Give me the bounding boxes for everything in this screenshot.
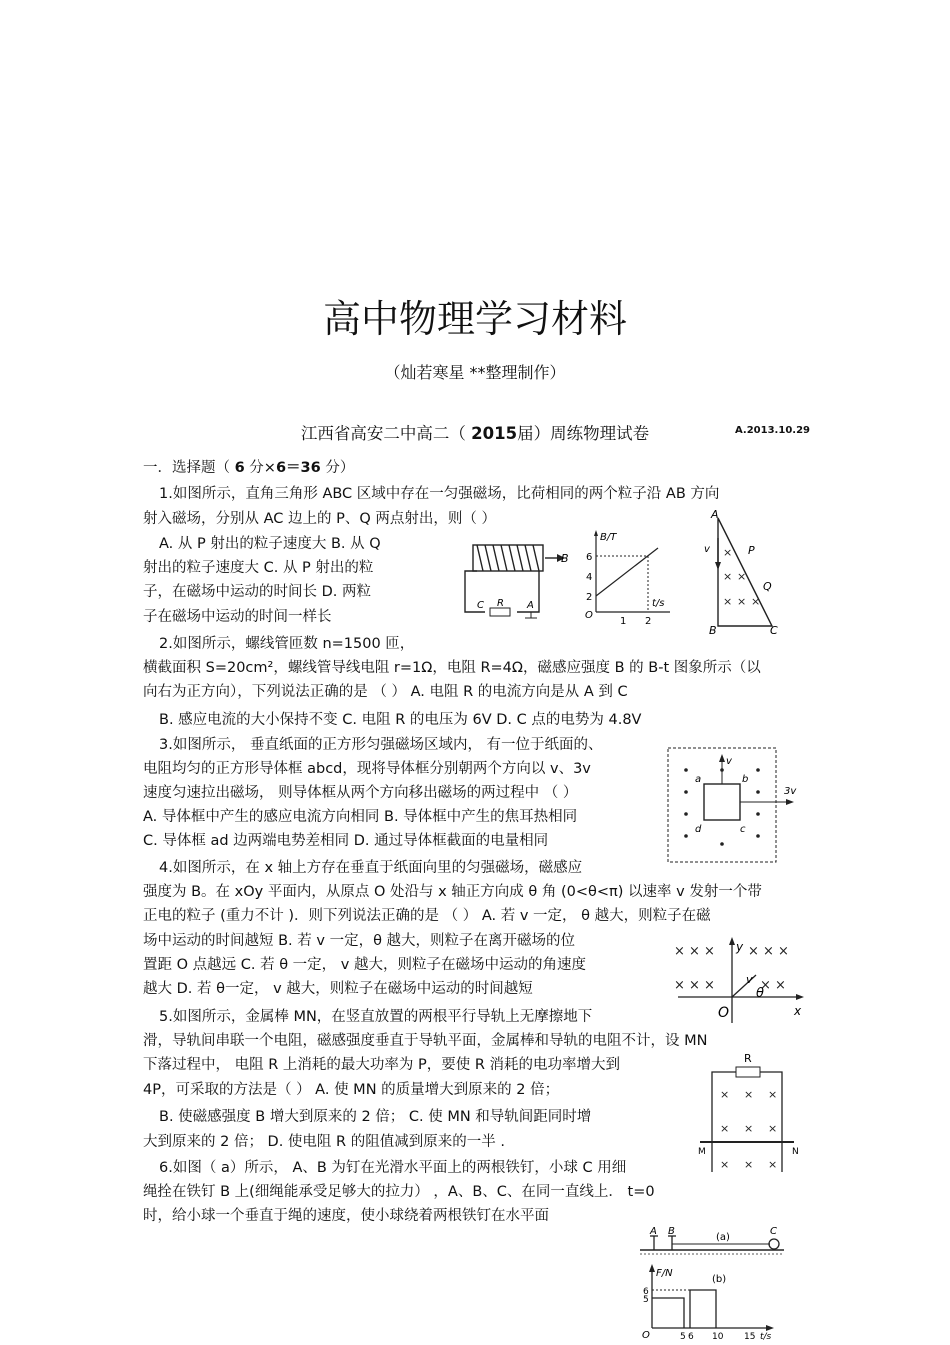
svg-text:×: × xyxy=(744,1122,754,1135)
svg-text:×: × xyxy=(737,570,747,583)
text-line: 2.如图所示，螺线管匝数 n=1500 匝， xyxy=(159,636,415,652)
svg-text:× ×: × × xyxy=(760,978,786,993)
text-line: 置距 O 点越远 C. 若 θ 一定， v 越大，则粒子在磁场中运动的角速度 xyxy=(143,957,586,973)
svg-text:4: 4 xyxy=(586,572,593,583)
svg-text:×: × xyxy=(720,1122,730,1135)
text-line: 大到原来的 2 倍； D. 使电阻 R 的阻值减到原来的一半 . xyxy=(143,1134,505,1150)
figure-solenoid-circuit xyxy=(455,540,575,622)
figure-triangle-field xyxy=(700,508,790,638)
svg-text:C: C xyxy=(770,624,778,637)
svg-text:c: c xyxy=(740,824,746,835)
text-line: 子在磁场中运动的时间一样长 xyxy=(143,609,332,625)
text-line: A. 导体框中产生的感应电流方向相同 B. 导体框中产生的焦耳热相同 xyxy=(143,809,578,825)
svg-text:×: × xyxy=(768,1158,778,1171)
svg-text:v: v xyxy=(746,973,753,986)
text-line: 5.如图所示，金属棒 MN，在竖直放置的两根平行导轨上无摩擦地下 xyxy=(159,1009,593,1025)
svg-text:t/s: t/s xyxy=(760,1332,772,1342)
svg-text:A: A xyxy=(527,600,534,611)
svg-text:B: B xyxy=(668,1226,675,1237)
text-line: 时，给小球一个垂直于绳的速度，使小球绕着两根铁钉在水平面 xyxy=(143,1208,549,1224)
svg-text:×: × xyxy=(737,595,747,608)
svg-text:5: 5 xyxy=(643,1295,649,1305)
svg-text:× × ×: × × × xyxy=(674,944,715,959)
svg-text:×: × xyxy=(723,570,733,583)
svg-text:10: 10 xyxy=(712,1332,724,1342)
svg-text:Q: Q xyxy=(763,580,772,593)
text-line: 滑，导轨间串联一个电阻，磁感强度垂直于导轨平面，金属棒和导轨的电阻不计，设 MN xyxy=(143,1033,708,1049)
axis-label-ts: t/s xyxy=(652,598,665,609)
text-line: 绳拴在铁钉 B 上(细绳能承受足够大的拉力） ，A、B、C、在同一直线上． t=0 xyxy=(143,1184,655,1200)
axis-label-bt: B/T xyxy=(600,532,617,543)
svg-text:P: P xyxy=(748,544,755,557)
text-line: 电阻均匀的正方形导体框 abcd，现将导体框分别朝两个方向以 v、3v xyxy=(143,761,591,777)
text-line: 射出的粒子速度大 C. 从 P 射出的粒 xyxy=(143,560,374,576)
svg-text:× × ×: × × × xyxy=(674,978,715,993)
text-line: C. 导体框 ad 边两端电势差相同 D. 通过导体框截面的电量相同 xyxy=(143,833,549,849)
svg-text:×: × xyxy=(720,1158,730,1171)
svg-text:R: R xyxy=(497,598,504,609)
figure-square-frame xyxy=(666,746,808,866)
svg-text:×: × xyxy=(751,595,761,608)
text-line: 越大 D. 若 θ一定， v 越大，则粒子在磁场中运动的时间越短 xyxy=(143,981,533,997)
text-line: B. 使磁感强度 B 增大到原来的 2 倍； C. 使 MN 和导轨间距同时增 xyxy=(159,1109,592,1125)
text-line: 下落过程中， 电阻 R 上消耗的最大功率为 P，要使 R 消耗的电功率增大到 xyxy=(143,1057,621,1073)
svg-text:15: 15 xyxy=(744,1332,756,1342)
svg-text:2: 2 xyxy=(645,616,652,627)
svg-text:O: O xyxy=(642,1330,650,1341)
text-line: 速度匀速拉出磁场， 则导体框从两个方向移出磁场的两过程中 （ ） xyxy=(143,785,578,801)
svg-text:N: N xyxy=(792,1147,799,1157)
svg-text:d: d xyxy=(695,824,702,835)
svg-text:A: A xyxy=(711,508,719,521)
text-line: 向右为正方向），下列说法正确的是 （ ） A. 电阻 R 的电流方向是从 A 到 C xyxy=(143,684,628,700)
svg-text:6: 6 xyxy=(643,1287,649,1297)
svg-text:×: × xyxy=(768,1122,778,1135)
text-line: 场中运动的时间越短 B. 若 v 一定，θ 越大，则粒子在离开磁场的位 xyxy=(143,933,576,949)
svg-text:6: 6 xyxy=(688,1332,694,1342)
svg-text:(b): (b) xyxy=(712,1274,727,1285)
svg-text:× × ×: × × × xyxy=(748,944,789,959)
page-title: 高中物理学习材料 xyxy=(322,297,627,341)
svg-text:×: × xyxy=(723,595,733,608)
text-line: 4P，可采取的方法是（ ） A. 使 MN 的质量增大到原来的 2 倍； xyxy=(143,1082,560,1098)
text-line: A. 从 P 射出的粒子速度大 B. 从 Q xyxy=(159,536,381,552)
figure-rails-resistor xyxy=(692,1052,802,1178)
svg-text:C: C xyxy=(770,1226,777,1237)
svg-text:2: 2 xyxy=(586,592,593,603)
figure-xoy-field xyxy=(670,935,810,1027)
svg-text:F/N: F/N xyxy=(656,1268,673,1279)
text-line: 强度为 B。在 xOy 平面内，从原点 O 处沿与 x 轴正方向成 θ 角 (0<θ<π) 以速率 v 发射一个带 xyxy=(143,884,762,900)
svg-text:×: × xyxy=(720,1088,730,1101)
svg-text:v: v xyxy=(726,756,732,767)
text-line: 4.如图所示，在 x 轴上方存在垂直于纸面向里的匀强磁场，磁感应 xyxy=(159,860,583,876)
svg-text:A: A xyxy=(650,1226,657,1237)
svg-text:×: × xyxy=(723,546,733,559)
exam-date: A.2013.10.29 xyxy=(735,425,810,436)
page-subtitle: （灿若寒星 **整理制作） xyxy=(384,363,566,382)
text-line: 6.如图（ a）所示， A、B 为钉在光滑水平面上的两根铁钉，小球 C 用细 xyxy=(159,1160,627,1176)
svg-text:6: 6 xyxy=(586,552,593,563)
figure-ft-graph xyxy=(640,1264,780,1342)
section-heading: 一．选择题（ 6 分×6＝36 分） xyxy=(143,460,355,476)
svg-text:b: b xyxy=(742,774,749,785)
exam-title: 江西省高安二中高二（ 2015届）周练物理试卷 xyxy=(300,424,650,443)
label-B: B xyxy=(561,552,569,565)
svg-text:5: 5 xyxy=(680,1332,686,1342)
text-line: 射入磁场，分别从 AC 边上的 P、Q 两点射出，则（ ） xyxy=(143,511,496,527)
svg-text:θ: θ xyxy=(756,986,764,1001)
figure-nails-ball xyxy=(638,1224,788,1260)
text-line: 1.如图所示，直角三角形 ABC 区域中存在一匀强磁场，比荷相同的两个粒子沿 AB 方向 xyxy=(159,486,720,502)
svg-text:O: O xyxy=(718,1005,730,1021)
text-line: B. 感应电流的大小保持不变 C. 电阻 R 的电压为 6V D. C 点的电势为 4.8V xyxy=(159,712,642,728)
svg-text:×: × xyxy=(768,1088,778,1101)
svg-text:C: C xyxy=(477,600,484,611)
svg-text:1: 1 xyxy=(620,616,627,627)
svg-text:y: y xyxy=(736,940,744,954)
svg-text:3v: 3v xyxy=(784,786,797,797)
figure-bt-graph xyxy=(582,528,674,628)
svg-text:O: O xyxy=(585,610,593,621)
svg-text:(a): (a) xyxy=(716,1232,730,1243)
text-line: 横截面积 S=20cm²，螺线管导线电阻 r=1Ω，电阻 R=4Ω，磁感应强度 B 的 B-t 图象所示（以 xyxy=(143,660,761,676)
svg-text:a: a xyxy=(695,774,702,785)
svg-text:M: M xyxy=(698,1147,706,1157)
svg-text:v: v xyxy=(704,544,710,555)
svg-text:×: × xyxy=(744,1158,754,1171)
svg-text:x: x xyxy=(794,1004,802,1018)
svg-text:×: × xyxy=(744,1088,754,1101)
text-line: 子，在磁场中运动的时间长 D. 两粒 xyxy=(143,584,371,600)
svg-text:R: R xyxy=(744,1052,752,1065)
text-line: 正电的粒子 (重力不计 )．则下列说法正确的是 （ ） A. 若 v 一定， θ 越大，则粒子在磁 xyxy=(143,908,711,924)
text-line: 3.如图所示， 垂直纸面的正方形匀强磁场区域内， 有一位于纸面的、 xyxy=(159,737,603,753)
svg-text:B: B xyxy=(709,624,717,637)
